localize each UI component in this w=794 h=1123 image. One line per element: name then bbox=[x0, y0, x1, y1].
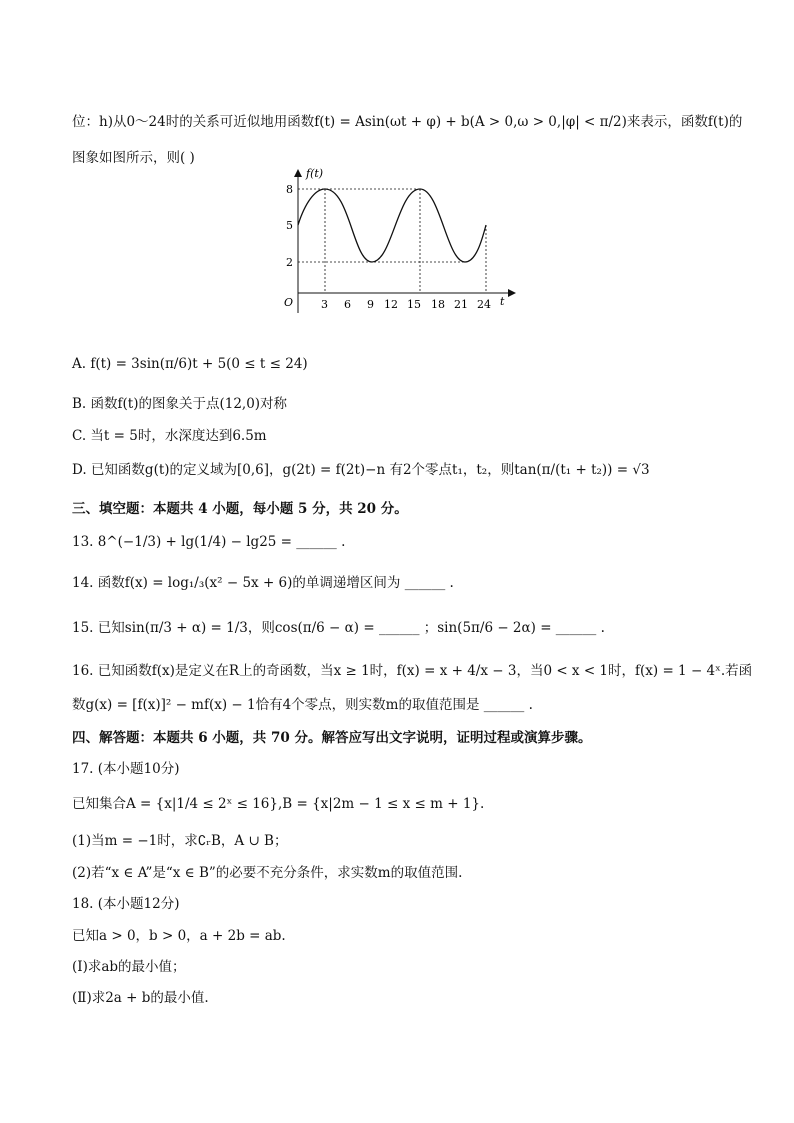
x-tick: 12 bbox=[384, 298, 398, 311]
x-tick: 6 bbox=[344, 298, 351, 311]
q18-part1: (Ⅰ)求ab的最小值； bbox=[72, 959, 186, 975]
x-tick: 3 bbox=[321, 298, 328, 311]
origin-label: O bbox=[284, 296, 294, 309]
q12-graph bbox=[280, 165, 520, 320]
q18-title: 18. (本小题12分) bbox=[72, 896, 180, 912]
y-tick: 5 bbox=[286, 219, 293, 232]
x-axis-label: t bbox=[500, 295, 505, 308]
q18-part2: (Ⅱ)求2a + b的最小值. bbox=[72, 990, 209, 1006]
q17-part1: (1)当m = −1时，求∁ᵣB，A ∪ B； bbox=[72, 833, 288, 849]
section3-heading: 三、填空题：本题共 4 小题，每小题 5 分，共 20 分。 bbox=[72, 501, 408, 517]
x-tick: 15 bbox=[407, 298, 421, 311]
q12-option-d: D. 已知函数g(t)的定义域为[0,6]，g(2t) = f(2t)−n 有2个零点t₁，t₂，则tan(π/(t₁ + t₂)) = √3 bbox=[72, 462, 650, 478]
x-tick: 9 bbox=[367, 298, 374, 311]
y-tick: 2 bbox=[286, 256, 293, 269]
q17-stem: 已知集合A = {x|1/4 ≤ 2ˣ ≤ 16},B = {x|2m − 1 ≤ x ≤ m + 1}. bbox=[72, 796, 485, 812]
q14: 14. 函数f(x) = log₁/₃(x² − 5x + 6)的单调递增区间为 ______ . bbox=[72, 575, 454, 591]
q16-line2: 数g(x) = [f(x)]² − mf(x) − 1恰有4个零点，则实数m的取值范围是 ______ . bbox=[72, 697, 533, 713]
q12-stem-line2: 图象如图所示，则( ) bbox=[72, 150, 195, 166]
sine-curve bbox=[298, 189, 486, 262]
section4-heading: 四、解答题：本题共 6 小题，共 70 分。解答应写出文字说明，证明过程或演算步骤。 bbox=[72, 730, 592, 746]
q17-part2: (2)若“x ∈ A”是“x ∈ B”的必要不充分条件，求实数m的取值范围. bbox=[72, 865, 463, 881]
q18-stem: 已知a > 0，b > 0，a + 2b = ab. bbox=[72, 928, 286, 944]
q12-option-a: A. f(t) = 3sin(π/6)t + 5(0 ≤ t ≤ 24) bbox=[72, 356, 308, 372]
x-tick: 18 bbox=[431, 298, 445, 311]
q12-option-c: C. 当t = 5时，水深度达到6.5m bbox=[72, 428, 267, 444]
y-axis-label: f(t) bbox=[306, 167, 324, 180]
x-tick: 24 bbox=[477, 298, 491, 311]
q12-option-b: B. 函数f(t)的图象关于点(12,0)对称 bbox=[72, 396, 288, 412]
q13: 13. 8^(−1/3) + lg(1/4) − lg25 = ______ . bbox=[72, 534, 346, 550]
q15: 15. 已知sin(π/3 + α) = 1/3，则cos(π/6 − α) = ______ ；sin(5π/6 − 2α) = ______ . bbox=[72, 620, 605, 636]
q17-title: 17. (本小题10分) bbox=[72, 761, 180, 777]
x-tick: 21 bbox=[454, 298, 468, 311]
y-tick: 8 bbox=[286, 183, 293, 196]
q12-stem-line1: 位：h)从0～24时的关系可近似地用函数f(t) = Asin(ωt + φ) + b(A > 0,ω > 0,|φ| < π/2)来表示，函数f(t)的 bbox=[72, 114, 743, 130]
q16-line1: 16. 已知函数f(x)是定义在R上的奇函数，当x ≥ 1时，f(x) = x + 4/x − 3，当0 < x < 1时，f(x) = 1 − 4ˣ.若函 bbox=[72, 663, 753, 679]
